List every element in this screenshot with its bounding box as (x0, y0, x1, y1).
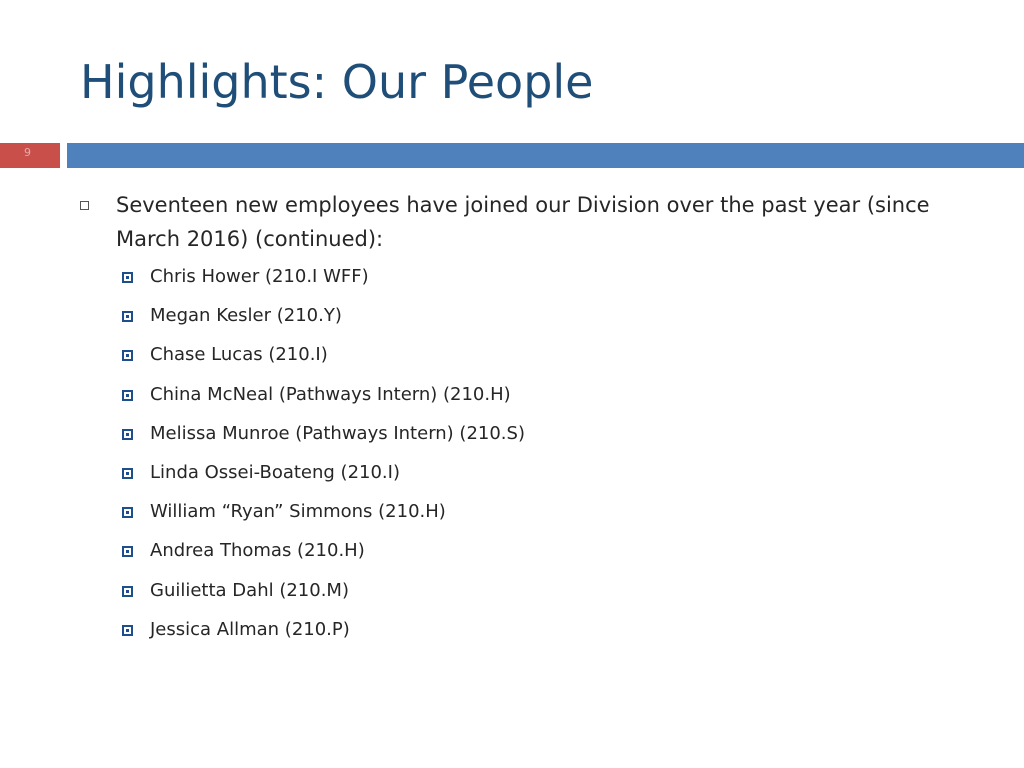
square-bullet-icon (122, 311, 133, 322)
square-bullet-icon (122, 390, 133, 401)
person-name: Megan Kesler (210.Y) (150, 305, 342, 327)
person-name: Jessica Allman (210.P) (150, 618, 350, 640)
hollow-square-bullet-icon (80, 201, 89, 210)
list-item (78, 381, 938, 420)
person-name: Melissa Munroe (Pathways Intern) (210.S) (150, 422, 525, 444)
list-item (78, 420, 938, 459)
list-item (78, 302, 938, 341)
person-name: Chris Hower (210.I WFF) (150, 266, 369, 287)
list-item (78, 498, 938, 537)
person-name: Linda Ossei-Boateng (210.I) (150, 461, 400, 483)
person-name: William “Ryan” Simmons (210.H) (150, 501, 446, 523)
square-bullet-icon (122, 468, 133, 479)
people-list (78, 263, 938, 655)
square-bullet-icon (122, 546, 133, 557)
intro-text: Seventeen new employees have joined our Division over the past year (since March 2016) (continued): (116, 193, 930, 251)
slide-title: Highlights: Our People (80, 55, 594, 109)
person-name: China McNeal (Pathways Intern) (210.H) (150, 383, 511, 405)
list-item (78, 341, 938, 380)
list-item (78, 459, 938, 498)
list-item (78, 263, 938, 302)
person-name: Andrea Thomas (210.H) (150, 540, 365, 562)
person-name: Guilietta Dahl (210.M) (150, 579, 349, 601)
slide-number: 9 (0, 143, 60, 168)
list-item (78, 537, 938, 576)
square-bullet-icon (122, 507, 133, 518)
square-bullet-icon (122, 272, 133, 283)
list-item (78, 577, 938, 616)
square-bullet-icon (122, 350, 133, 361)
square-bullet-icon (122, 586, 133, 597)
list-item (78, 616, 938, 655)
square-bullet-icon (122, 429, 133, 440)
square-bullet-icon (122, 625, 133, 636)
intro-bullet (78, 188, 938, 256)
person-name: Chase Lucas (210.I) (150, 344, 328, 366)
title-rule-bar (67, 143, 1024, 168)
slide-content (78, 188, 938, 655)
